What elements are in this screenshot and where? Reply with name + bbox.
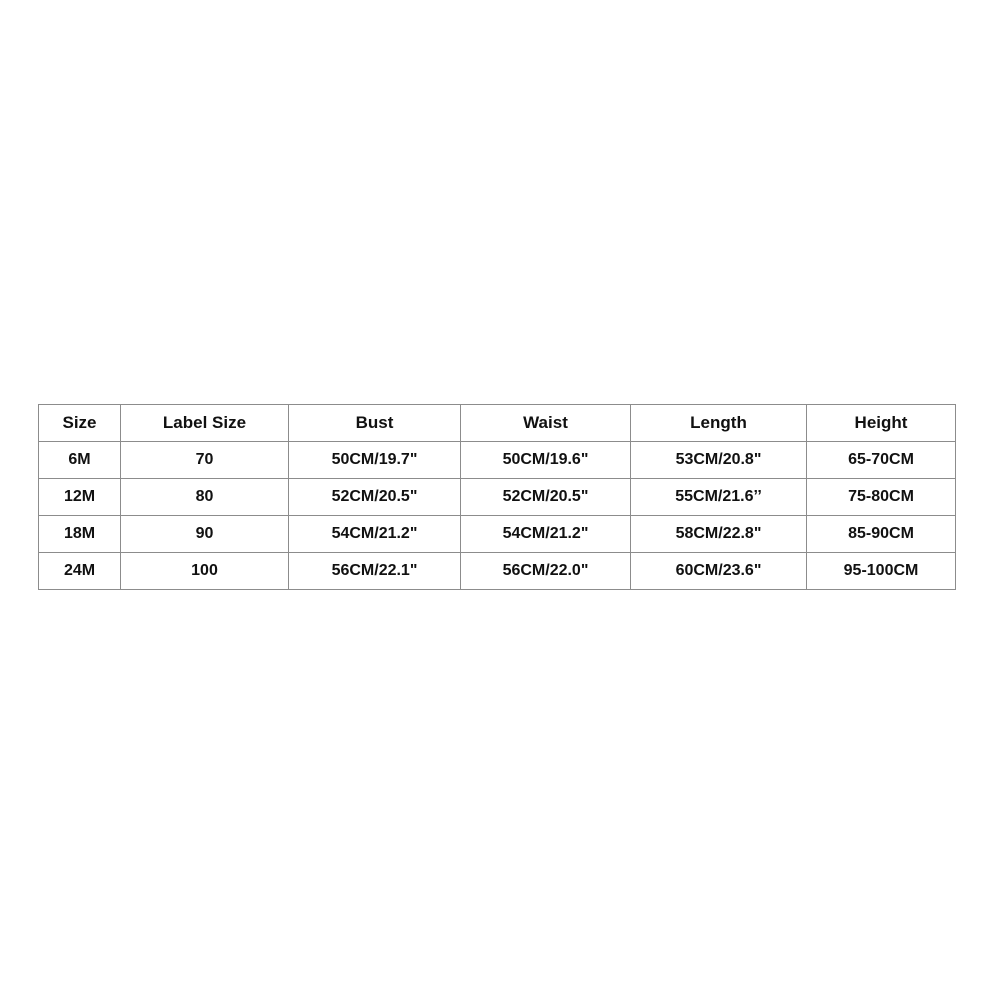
header-length: Length: [631, 405, 807, 442]
cell-label-size: 90: [121, 516, 289, 553]
cell-label-size: 70: [121, 442, 289, 479]
table-row: [39, 516, 956, 553]
cell-size: 24M: [39, 553, 121, 590]
cell-label-size: 100: [121, 553, 289, 590]
cell-size: 6M: [39, 442, 121, 479]
cell-bust: 56CM/22.1": [289, 553, 461, 590]
cell-waist: 52CM/20.5": [461, 479, 631, 516]
cell-label-size: 80: [121, 479, 289, 516]
cell-height: 85-90CM: [807, 516, 956, 553]
cell-waist: 54CM/21.2": [461, 516, 631, 553]
cell-waist: 50CM/19.6": [461, 442, 631, 479]
cell-length: 55CM/21.6’’: [631, 479, 807, 516]
cell-length: 53CM/20.8": [631, 442, 807, 479]
size-chart-table: [38, 404, 956, 590]
cell-bust: 50CM/19.7": [289, 442, 461, 479]
table-row: [39, 479, 956, 516]
cell-height: 75-80CM: [807, 479, 956, 516]
header-label-size: Label Size: [121, 405, 289, 442]
cell-waist: 56CM/22.0": [461, 553, 631, 590]
cell-height: 95-100CM: [807, 553, 956, 590]
cell-bust: 54CM/21.2": [289, 516, 461, 553]
cell-length: 60CM/23.6": [631, 553, 807, 590]
header-height: Height: [807, 405, 956, 442]
table-header-row: [39, 405, 956, 442]
table-row: [39, 553, 956, 590]
cell-size: 12M: [39, 479, 121, 516]
cell-length: 58CM/22.8": [631, 516, 807, 553]
header-bust: Bust: [289, 405, 461, 442]
header-size: Size: [39, 405, 121, 442]
cell-bust: 52CM/20.5": [289, 479, 461, 516]
cell-height: 65-70CM: [807, 442, 956, 479]
table-row: [39, 442, 956, 479]
header-waist: Waist: [461, 405, 631, 442]
cell-size: 18M: [39, 516, 121, 553]
